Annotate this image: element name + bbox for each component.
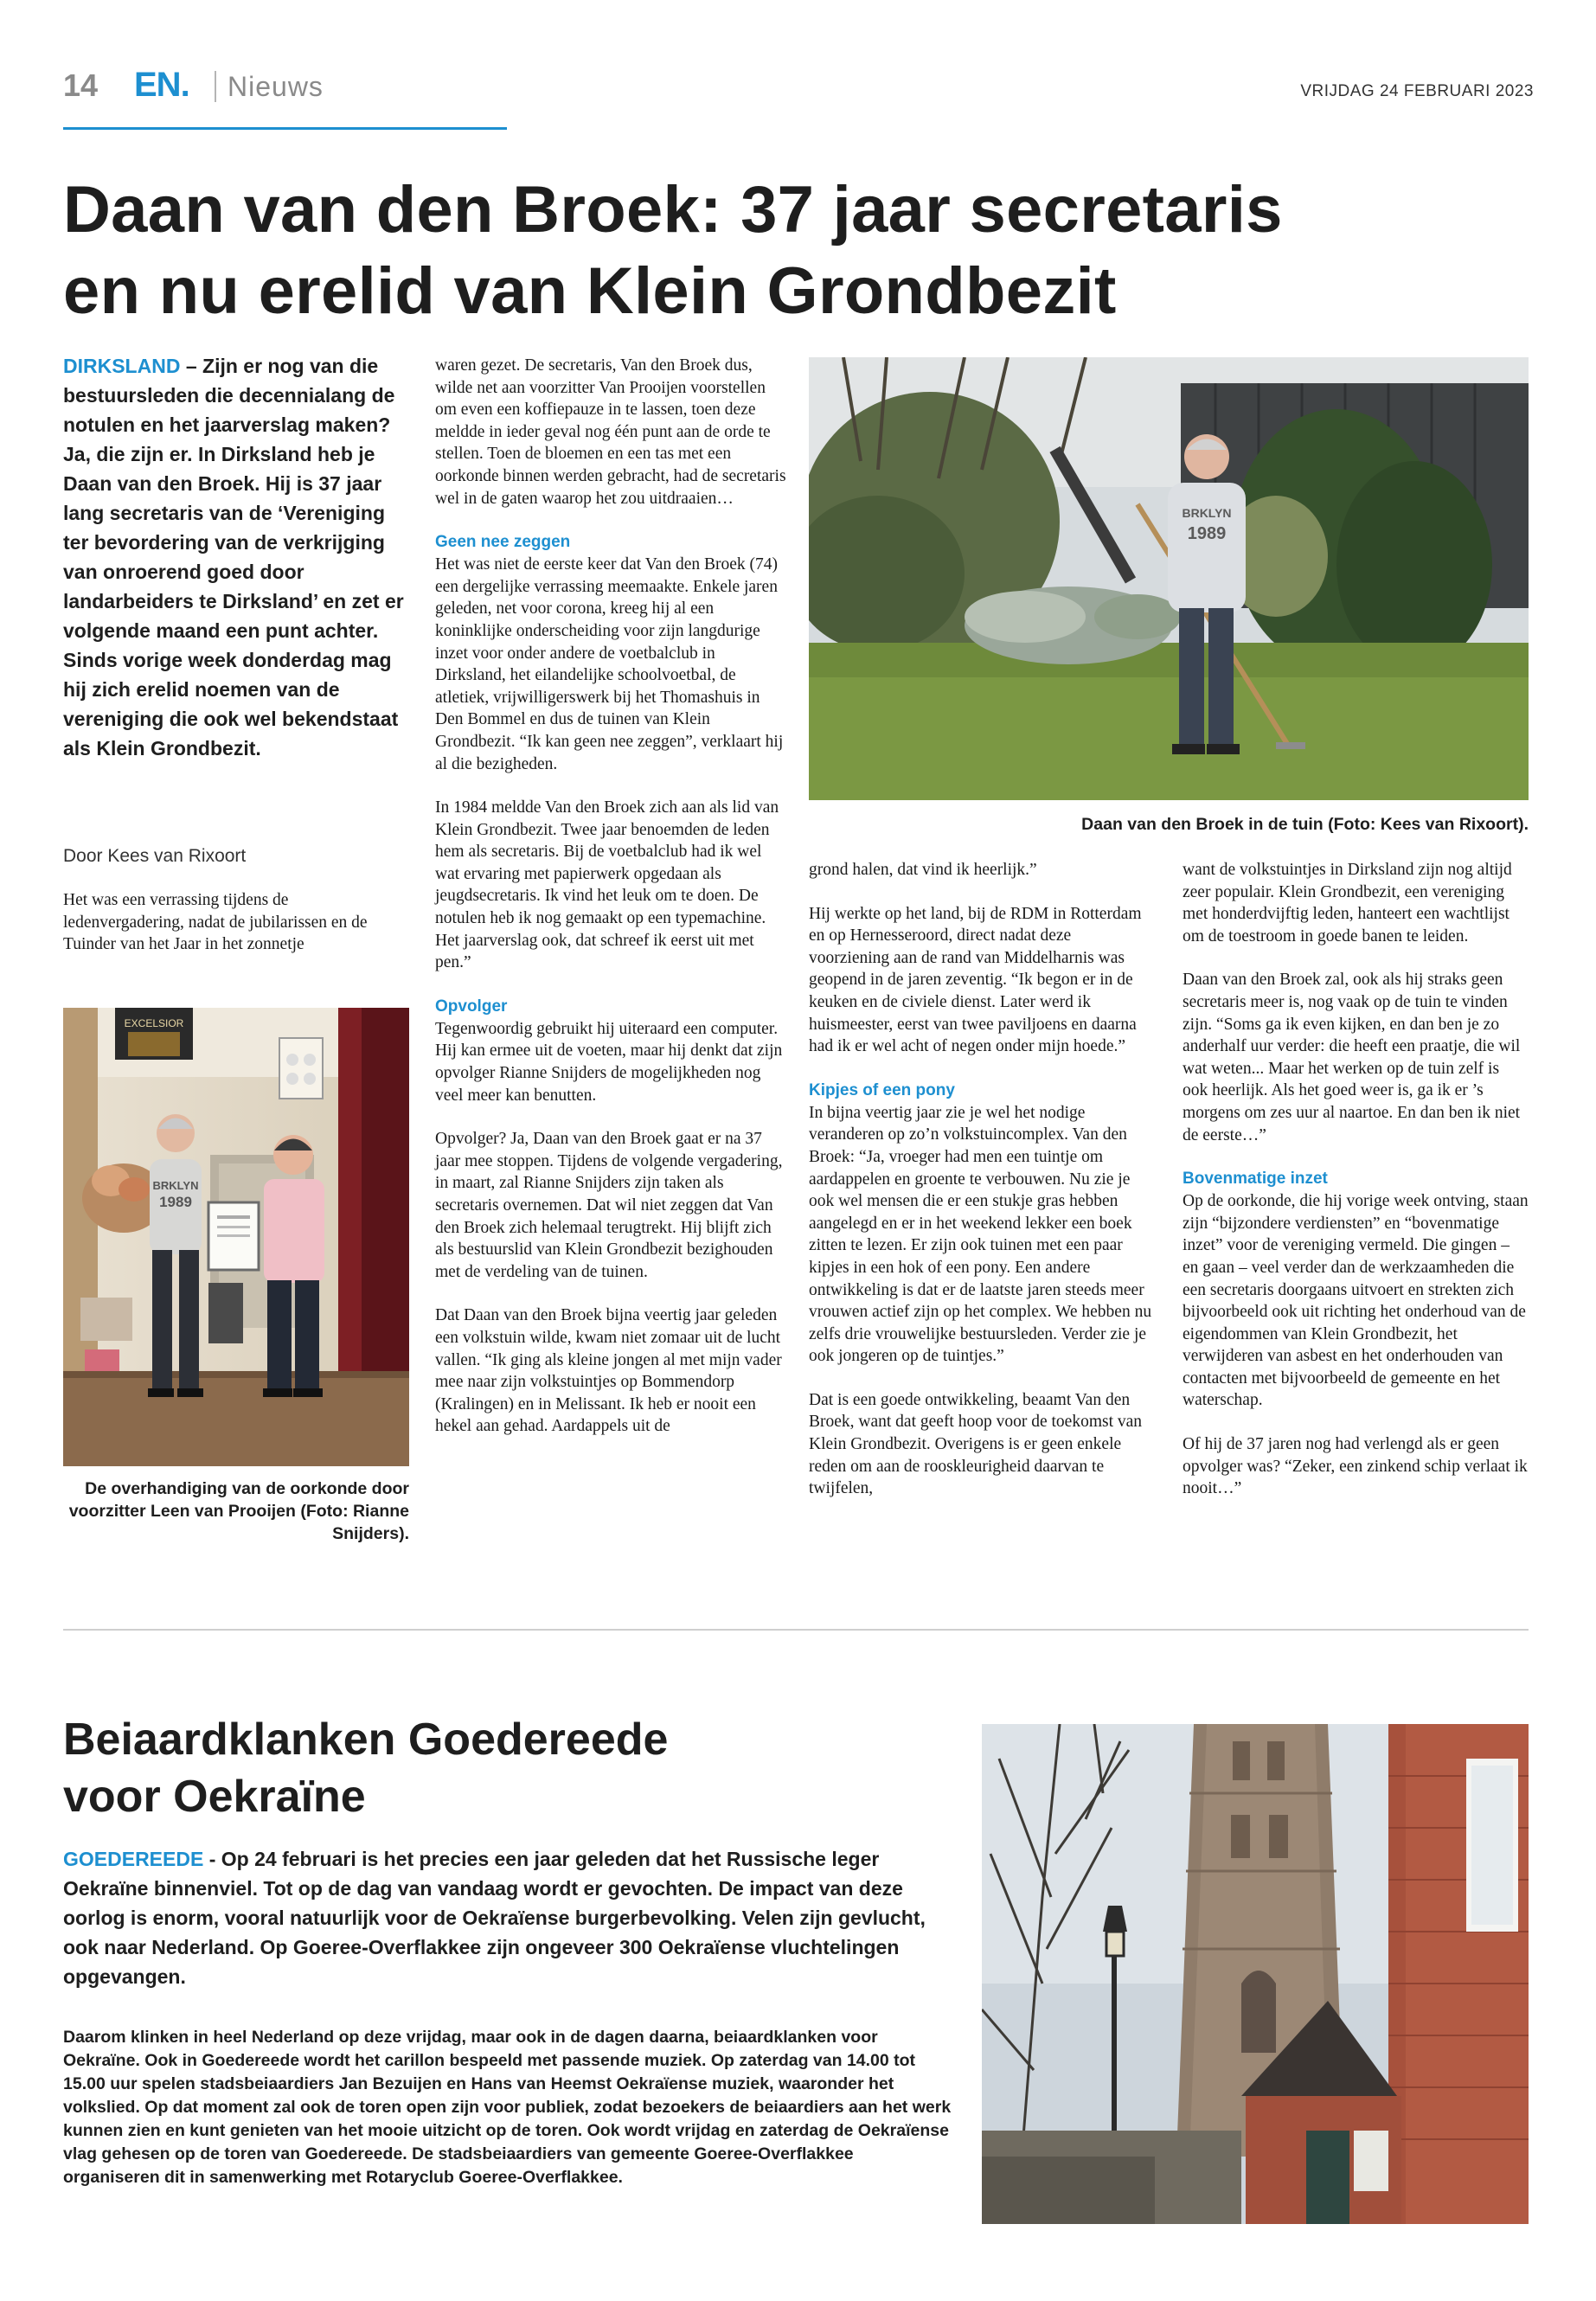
sweater-text-garden-1: BRKLYN — [1182, 506, 1232, 520]
article1-paragraph: In bijna veertig jaar zie je wel het nodige veranderen op zo’n volkstuincomplex. Van den Broek: “Ja, vroeger had men een tuintje om aardappelen en groente te verbouwen. Nu zie je ook wel mensen die er een stukje gras hebben aangelegd en er in het weekend lekker een boek zitten te lezen. Er zijn ook tuinen met een paar kipjes in een hok of een pony. Een andere ontwikkeling is dat er de laatste jaren steeds meer vrouwen actief zijn op het complex. We hebben nu zelfs drie vrouwelijke bestuursleden. Verder zie je ook jongeren op de tuintjes.” — [809, 1103, 1152, 1366]
article1-subhead: Bovenmatige inzet — [1183, 1170, 1328, 1189]
article2-intro-text: - Op 24 februari is het precies een jaar geleden dat het Russische leger Oekraïne binnenviel. Tot op de dag van vandaag wordt er gevochten. De impact van deze oorlog is enorm, vooral natuurlijk voor de Oekraïense burgerbevolking. Velen zijn gevlucht, ook naar Nederland. Op Goeree-Overflakkee zijn ongeveer 300 Oekraïense vluchtelingen opgevangen. — [63, 1848, 926, 1988]
article2-headline-line2: voor Oekraïne — [63, 1772, 366, 1822]
article1-paragraph: Hij werkte op het land, bij de RDM in Rotterdam en op Hernesseroord, direct nadat deze voorziening aan de rand van Middelharnis was geopend in de jaren zeventig. “Ik begon er in de keuken en de civiele dienst. Later werd ik huismeester, eerst van twee paviljoens en daarna had ik er wel acht of negen onder mijn hoede.” — [809, 904, 1142, 1056]
article1-intro-text: – Zijn er nog van die bestuursleden die decennialang de notulen en het jaarverslag maken? Ja, die zijn er. In Dirksland heb je Daan van den Broek. Hij is 37 jaar lang secretaris van de ‘Vereniging ter bevordering van de verkrijging van onroerend goed door landarbeiders te Dirksland’ en zet er volgende maand een punt achter. Sinds vorige week donderdag mag hij zich erelid noemen van de vereniging die ook wel bekendstaat als Klein Grondbezit. — [63, 355, 404, 760]
header-rule — [63, 127, 507, 130]
article1-location: DIRKSLAND — [63, 355, 181, 377]
article1-headline — [63, 170, 1516, 332]
article1-paragraph: waren gezet. De secretaris, Van den Broek dus, wilde net aan voorzitter Van Prooijen voorstellen om even een koffiepauze in te lassen, toen deze meldde in ieder geval nog één punt aan de orde te stellen. Toen de bloemen en een tas met een oorkonde binnen werden gebracht, had de secretaris wel in de gaten waarop het zou uitdraaien… — [435, 356, 786, 508]
article1-intro — [63, 351, 409, 763]
award-photo — [63, 1008, 409, 1466]
article2-headline-line1: Beiaardklanken Goedereede — [63, 1715, 669, 1765]
article1-subhead: Opvolger — [435, 997, 508, 1016]
article1-lead-paragraph: Het was een verrassing tijdens de ledenvergadering, nadat de jubilarissen en de Tuinder van het Jaar in het zonnetje — [63, 891, 368, 954]
sweater-text-garden-2: 1989 — [1187, 524, 1227, 543]
article1-paragraph: In 1984 meldde Van den Broek zich aan als lid van Klein Grondbezit. Twee jaar benoemden de leden hem als secretaris. Bij de voetbalclub had ik wel wat ervaring met papierwerk opgedaan als jeugdsecretaris. Ik vind het leuk om te doen. De notulen heb ik nog gemaakt op een typemachine. Het jaarverslag ook, dat schreef ik eerst uit met pen.” — [435, 798, 779, 972]
article2-intro — [63, 1844, 954, 1991]
page-number: 14 — [63, 67, 99, 103]
article1-subhead: Geen nee zeggen — [435, 533, 571, 552]
article-divider — [63, 1629, 1529, 1631]
article1-paragraph: Daan van den Broek zal, ook als hij straks geen secretaris meer is, nog vaak op de tuin te vinden zijn. “Soms ga ik even kijken, en dan ben je zo anderhalf uur verder: die heeft een praatje, die wil wat weten... Maar het werken op de tuin zelf is ook heerlijk. Als het goed weer is, ga ik er ’s morgens om zes uur al naartoe. En dan ben ik niet de eerste…” — [1183, 971, 1521, 1144]
article1-subhead: Kipjes of een pony — [809, 1080, 955, 1099]
header-separator — [215, 71, 216, 102]
newspaper-logo: EN. — [134, 66, 189, 104]
article1-headline-line2: en nu erelid van Klein Grondbezit — [63, 254, 1117, 328]
article1-paragraph: Op de oorkonde, die hij vorige week ontving, staan zijn “bijzondere verdiensten” en “bovenmatige inzet” voor de vereniging vermeld. Die gingen – en gaan – veel verder dan de werkzaamheden die een secretaris doorgaans uitvoert en strekten zich bijvoorbeeld ook uit richting het onderhoud van de eigendommen van Klein Grondbezit, het verwijderen van asbest en het onderhouden van contacten met bijvoorbeeld de gemeente en het waterschap. — [1183, 1192, 1529, 1410]
article2-headline — [63, 1711, 945, 1825]
banner-text: EXCELSIOR — [124, 1017, 184, 1029]
article1-headline-line1: Daan van den Broek: 37 jaar secretaris — [63, 173, 1283, 247]
article1-column-3 — [809, 859, 1155, 1522]
article1-column-4 — [1183, 859, 1529, 1522]
church-tower-photo — [982, 1724, 1529, 2224]
article1-paragraph: want de volkstuintjes in Dirksland zijn nog altijd zeer populair. Klein Grondbezit, een vereniging met honderdvijftig leden, hanteert een wachtlijst om de toestroom in goede banen te leiden. — [1183, 861, 1512, 945]
article2-body: Daarom klinken in heel Nederland op deze vrijdag, maar ook in de dagen daarna, beiaardklanken voor Oekraïne. Ook in Goedereede wordt het carillon bespeeld met passende muziek. Op zaterdag van 14.00 tot 15.00 uur spelen stadsbeiaardiers Jan Bezuijen en Hans van Heemst Oekraïense muziek, waaronder het volkslied. Op dat moment zal ook de toren open zijn voor publiek, zodat bezoekers de beiaardiers aan het werk kunnen zien en kunt genieten van het mooie uitzicht op de toren. Ook wordt vrijdag en zaterdag de Oekraïense vlag gehesen op de toren van Goedereede. De stadsbeiaardiers van gemeente Goeree-Overflakkee organiseren dit in samenwerking met Rotaryclub Goeree-Overflakkee. — [63, 2028, 952, 2187]
article1-column-2 — [435, 355, 790, 1459]
article2-location: GOEDEREEDE — [63, 1848, 204, 1870]
article1-paragraph: Dat is een goede ontwikkeling, beaamt Van den Broek, want dat geeft hoop voor de toekomst van Klein Grondbezit. Overigens is er geen enkele reden om aan de rooskleurigheid daarvan te twijfelen, — [809, 1390, 1143, 1498]
article1-paragraph: grond halen, dat vind ik heerlijk.” — [809, 861, 1037, 879]
garden-photo-caption: Daan van den Broek in de tuin (Foto: Kees van Rixoort). — [1081, 815, 1529, 834]
issue-date: VRIJDAG 24 FEBRUARI 2023 — [1300, 82, 1534, 100]
article1-paragraph: Of hij de 37 jaren nog had verlengd als er geen opvolger was? “Zeker, een zinkend schip verlaat ik nooit…” — [1183, 1435, 1528, 1498]
sweater-text-award-1: BRKLYN — [152, 1179, 199, 1192]
article1-paragraph: Tegenwoordig gebruikt hij uiteraard een computer. Hij kan ermee uit de voeten, maar hij denkt dat zijn opvolger Rianne Snijders de mogelijkheden nog veel meer kan benutten. — [435, 1019, 783, 1105]
garden-photo — [809, 357, 1529, 800]
article1-paragraph: Het was niet de eerste keer dat Van den Broek (74) een dergelijke verrassing meemaakte. Enkele jaren geleden, net voor corona, kreeg hij al een koninklijke onderscheiding voor zijn langdurige inzet voor onder andere de voetbalclub in Dirksland, het eilandelijke schoolvoetbal, de atletiek, vrijwilligerswerk bij het Thomashuis in Den Bommel en dus de tuinen van Klein Grondbezit. “Ik kan geen nee zeggen”, verklaart hij al die bezigheden. — [435, 555, 784, 773]
article1-paragraph: Dat Daan van den Broek bijna veertig jaar geleden een volkstuin wilde, kwam niet zomaar uit de lucht vallen. “Ik ging als kleine jongen al met mijn vader mee naar zijn volkstuintjes op Bommendorp (Kralingen) en in Melissant. Ik heb er nooit een hekel aan gehad. Aardappels uit de — [435, 1306, 782, 1436]
sweater-text-award-2: 1989 — [159, 1194, 192, 1210]
article1-paragraph: Opvolger? Ja, Daan van den Broek gaat er na 37 jaar mee stoppen. Tijdens de volgende vergadering, in maart, zal Rianne Snijders zijn taken als secretaris overnemen. Dat wil niet zeggen dat Van den Broek zich helemaal terugtrekt. Hij blijft zich als bestuurslid van Klein Grondbezit bezighouden met de verdeling van de tuinen. — [435, 1130, 783, 1281]
article1-byline: Door Kees van Rixoort — [63, 846, 247, 866]
award-photo-caption: De overhandiging van de oorkonde door voorzitter Leen van Prooijen (Foto: Rianne Snijders). — [68, 1479, 409, 1543]
section-name: Nieuws — [228, 71, 324, 102]
